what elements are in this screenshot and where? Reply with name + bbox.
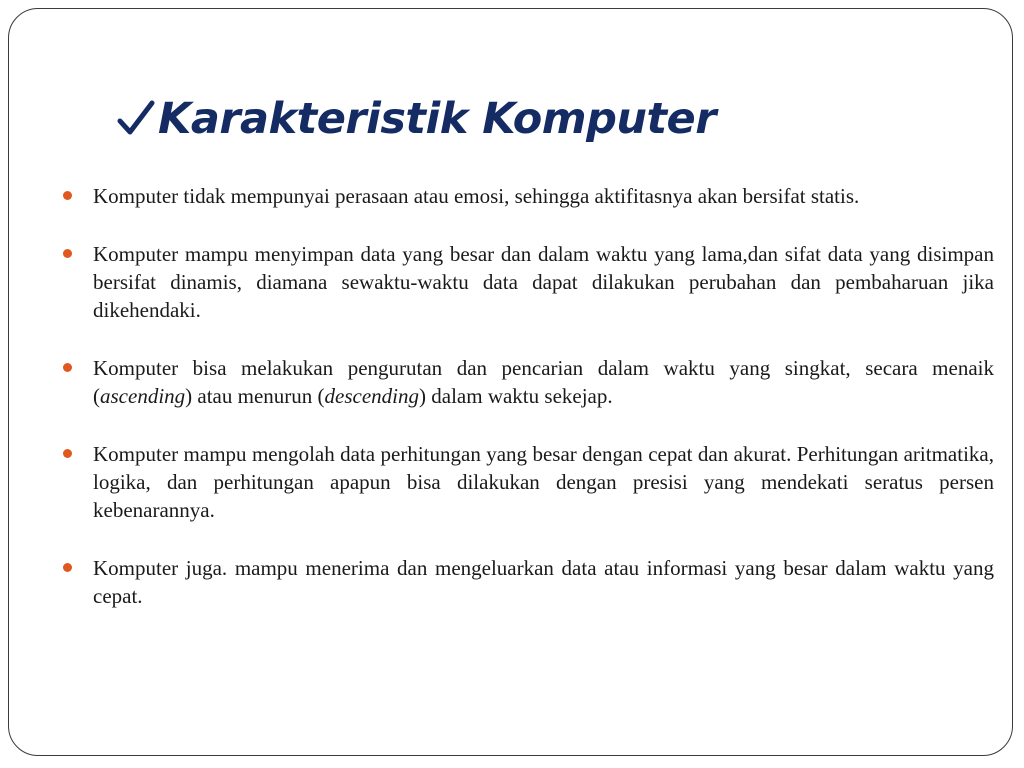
bullet-text (93, 556, 994, 608)
bullet-dot (63, 363, 72, 372)
italic-term: descending (324, 384, 420, 408)
text-segment: Komputer tidak mempunyai perasaan atau emosi, sehingga aktifitasnya akan bersifat statis. (93, 184, 860, 208)
bullet-dot (63, 191, 72, 200)
slide-title: Karakteristik Komputer (158, 94, 716, 144)
slide-title-row (116, 84, 716, 154)
bullet-item (62, 354, 994, 410)
text-segment: ) atau menurun ( (185, 384, 325, 408)
text-segment: Komputer mampu menyimpan data yang besar dan dalam waktu yang lama,dan sifat data yang disimpan bersifat dinamis, diamana sewaktu-waktu data dapat dilakukan perubahan dan pembaharuan jika dikehendaki. (93, 242, 994, 322)
bullet-text (93, 242, 994, 322)
bullet-item (62, 440, 994, 524)
text-segment: ) dalam waktu sekejap. (419, 384, 613, 408)
check-icon (116, 97, 156, 141)
bullet-dot (63, 563, 72, 572)
bullet-item (62, 554, 994, 610)
bullet-text (93, 356, 994, 408)
bullet-item (62, 182, 994, 210)
bullet-dot (63, 249, 72, 258)
bullet-item (62, 240, 994, 324)
text-segment: Komputer mampu mengolah data perhitungan yang besar dengan cepat dan akurat. Perhitungan aritmatika, logika, dan perhitungan apapun bisa dilakukan dengan presisi yang mendekati seratus persen kebenarannya. (93, 442, 994, 522)
bullet-text (93, 442, 994, 522)
text-segment: Komputer juga. mampu menerima dan mengeluarkan data atau informasi yang besar dalam waktu yang cepat. (93, 556, 994, 608)
bullet-text (93, 184, 859, 208)
text-segment: Komputer bisa melakukan pengurutan dan pencarian dalam waktu yang singkat, secara menaik ( (93, 356, 994, 408)
bullet-dot (63, 449, 72, 458)
italic-term: ascending (100, 384, 186, 408)
bullet-list (62, 182, 994, 640)
